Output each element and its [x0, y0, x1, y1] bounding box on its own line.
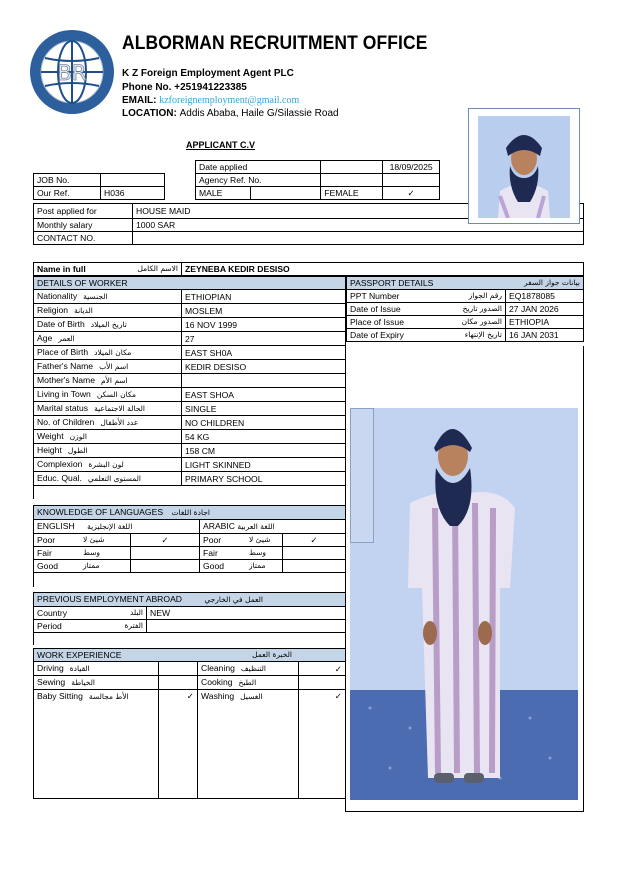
worker-label-ar: المستوى التعلمي [87, 474, 142, 483]
worker-row [34, 318, 346, 332]
work-experience-heading [34, 649, 346, 662]
previous-heading-label: PREVIOUS EMPLOYMENT ABROAD [37, 594, 183, 604]
worker-value: 16 NOV 1999 [182, 318, 346, 332]
worker-label: Weight [37, 431, 64, 441]
org-name: ALBORMAN RECRUITMENT OFFICE [122, 33, 428, 54]
worker-value: 158 CM [182, 444, 346, 458]
worker-row [34, 472, 346, 486]
worker-value: EAST SHOA [182, 388, 346, 402]
experience-left-check [159, 662, 198, 676]
experience-left-label: Baby Sitting [37, 691, 83, 701]
location-value: Addis Ababa, Haile G/Silassie Road [179, 108, 339, 119]
passport-label-cell [347, 290, 506, 303]
passport-label: Date of Issue [350, 304, 401, 314]
worker-row [34, 290, 346, 304]
language-level-row [34, 547, 346, 560]
worker-label: Age [37, 333, 53, 343]
experience-row [34, 690, 346, 799]
experience-left-cell [34, 662, 159, 676]
arabic-level-ar: ممتاز [246, 560, 283, 573]
worker-label: Nationality [37, 291, 78, 301]
experience-right-cell [198, 690, 299, 799]
languages-heading-ar: اجادة اللغات [171, 508, 210, 517]
female-label: FEMALE [321, 187, 383, 200]
english-label: ENGLISH [37, 521, 75, 531]
experience-left-check: ✓ [159, 690, 198, 799]
female-check: ✓ [383, 187, 440, 200]
passport-row [347, 329, 584, 342]
period-label: Period [37, 621, 62, 631]
arabic-level-check [283, 547, 346, 560]
name-label: Name in full [37, 264, 86, 274]
company-name: K Z Foreign Employment Agent PLC [122, 68, 294, 79]
english-level-label: Good [34, 560, 81, 573]
agency-ref-value [383, 174, 440, 187]
male-label: MALE [196, 187, 251, 200]
worker-label-ar: الحالة الاجتماعية [94, 404, 145, 413]
arabic-level-check: ✓ [283, 534, 346, 547]
period-value [147, 620, 346, 633]
experience-right-ar: التنظيف [240, 664, 266, 673]
worker-value: NO CHILDREN [182, 416, 346, 430]
passport-label-ar: رقم الجواز [468, 291, 502, 300]
worker-label: Date of Birth [37, 319, 85, 329]
worker-value: EAST SH0A [182, 346, 346, 360]
worker-row [34, 304, 346, 318]
worker-label-cell [34, 416, 182, 430]
worker-value: PRIMARY SCHOOL [182, 472, 346, 486]
portrait-image [478, 116, 570, 218]
full-length-photo [350, 408, 578, 800]
worker-label-ar: العمر [58, 334, 75, 343]
english-level-ar: وسط [80, 547, 131, 560]
experience-right-ar: الطبخ [238, 678, 257, 687]
name-label-ar: الاسم الكامل [137, 264, 178, 273]
job-no-label: JOB No. [34, 174, 101, 187]
globe-logo-icon [30, 30, 114, 114]
passport-label: Date of Expiry [350, 330, 404, 340]
worker-label-cell [34, 318, 182, 332]
arabic-level-ar: وسط [246, 547, 283, 560]
middle-border [345, 346, 346, 812]
passport-heading-ar: بيانات جواز السفر [523, 278, 580, 287]
passport-value: EQ1878085 [506, 290, 584, 303]
languages-table [33, 505, 346, 587]
full-length-image [350, 408, 578, 800]
language-level-row [34, 560, 346, 573]
english-level-check [131, 560, 200, 573]
country-value: NEW [147, 607, 346, 620]
passport-table [346, 276, 584, 342]
salary-value: 1000 SAR [133, 219, 584, 232]
previous-employment-table [33, 592, 346, 645]
worker-label: Father's Name [37, 361, 94, 371]
email-label: EMAIL: [122, 95, 157, 106]
worker-label-ar: عدد الأطفال [100, 418, 139, 427]
svg-text:BR: BR [57, 61, 87, 85]
passport-label: Place of Issue [350, 317, 404, 327]
worker-label-ar: مكان السكن [96, 390, 137, 399]
worker-label-cell [34, 444, 182, 458]
job-no-value [101, 174, 165, 187]
languages-heading [34, 506, 346, 520]
worker-label-cell [34, 472, 182, 486]
worker-label-cell [34, 458, 182, 472]
worker-label-ar: الديانة [74, 306, 93, 315]
language-level-row [34, 534, 346, 547]
worker-label-ar: لون البشرة [88, 460, 124, 469]
phone-line [122, 82, 247, 93]
arabic-label: ARABIC [203, 521, 235, 531]
experience-right-check: ✓ [299, 690, 346, 799]
english-label-ar: اللغة الإنجليزية [87, 522, 133, 531]
male-check [251, 187, 321, 200]
worker-value: MOSLEM [182, 304, 346, 318]
arabic-level-label: Good [200, 560, 247, 573]
worker-label: Educ. Qual. [37, 473, 82, 483]
worker-label-ar: الجنسية [83, 292, 108, 301]
country-label: Country [37, 608, 68, 618]
period-label-cell [34, 620, 147, 633]
email-line [122, 95, 299, 106]
location-label: LOCATION: [122, 108, 177, 119]
worker-value: SINGLE [182, 402, 346, 416]
previous-employment-heading [34, 593, 346, 607]
right-border [583, 346, 584, 812]
worker-value: LIGHT SKINNED [182, 458, 346, 472]
worker-label-cell [34, 388, 182, 402]
company-logo [30, 30, 114, 114]
worker-row [34, 416, 346, 430]
english-level-label: Poor [34, 534, 81, 547]
passport-heading [347, 277, 584, 290]
arabic-level-ar: شيئ لا [246, 534, 283, 547]
english-level-ar: شيئ لا [80, 534, 131, 547]
full-name-value: ZEYNEBA KEDIR DESISO [182, 263, 584, 276]
country-label-cell [34, 607, 147, 620]
passport-value: 16 JAN 2031 [506, 329, 584, 342]
country-label-ar: البلد [129, 608, 143, 617]
worker-value: ETHIOPIAN [182, 290, 346, 304]
passport-value: ETHIOPIA [506, 316, 584, 329]
passport-label: PPT Number [350, 291, 400, 301]
experience-row [34, 676, 346, 690]
experience-left-check [159, 676, 198, 690]
arabic-level-check [283, 560, 346, 573]
experience-right-label: Cooking [201, 677, 233, 687]
worker-row [34, 374, 346, 388]
worker-label-cell [34, 402, 182, 416]
worker-label-ar: الطول [67, 446, 88, 455]
passport-row [347, 316, 584, 329]
worker-details-heading: DETAILS OF WORKER [34, 277, 346, 290]
worker-label-cell [34, 374, 182, 388]
agency-ref-label: Agency Ref. No. [196, 174, 321, 187]
worker-label: Religion [37, 305, 69, 315]
date-applied-label: Date applied [196, 161, 321, 174]
bottom-border [345, 811, 584, 812]
worker-label-ar: تاريخ الميلاد [90, 320, 127, 329]
worker-row [34, 402, 346, 416]
experience-left-ar: الخياطة [71, 678, 95, 687]
worker-label-ar: اسم الأم [101, 376, 128, 385]
worker-value: KEDIR DESISO [182, 360, 346, 374]
post-value: HOUSE MAID [133, 204, 584, 219]
name-table [33, 262, 584, 276]
work-experience-table [33, 648, 346, 799]
arabic-label-ar: اللغة العربية [237, 522, 275, 531]
english-header [34, 520, 200, 534]
passport-label-ar: تاريخ الإنتهاء [464, 330, 502, 339]
experience-left-ar: القيادة [69, 664, 90, 673]
english-level-check: ✓ [131, 534, 200, 547]
worker-label-ar: اسم الأب [99, 362, 129, 371]
post-label: Post applied for [34, 204, 133, 219]
worker-value: 27 [182, 332, 346, 346]
date-applied-value: 18/09/2025 [383, 161, 440, 174]
location-line [122, 108, 339, 119]
experience-heading-label: WORK EXPERIENCE [37, 650, 122, 660]
worker-row [34, 430, 346, 444]
worker-value: 54 KG [182, 430, 346, 444]
phone-label: Phone No. [122, 82, 172, 93]
worker-row [34, 332, 346, 346]
worker-label: Marital status [37, 403, 89, 413]
worker-row [34, 444, 346, 458]
worker-label-ar: الوزن [69, 432, 87, 441]
experience-right-ar: الغسيل [240, 692, 263, 701]
arabic-header [200, 520, 346, 534]
worker-label: Complexion [37, 459, 83, 469]
worker-label-cell [34, 360, 182, 374]
passport-label-cell [347, 303, 506, 316]
salary-label: Monthly salary [34, 219, 133, 232]
experience-left-label: Sewing [37, 677, 66, 687]
experience-row [34, 662, 346, 676]
worker-label: No. of Children [37, 417, 95, 427]
experience-right-check: ✓ [299, 662, 346, 676]
worker-label-cell [34, 346, 182, 360]
passport-label-ar: الصدور تاريخ [462, 304, 502, 313]
our-ref-label: Our Ref. [34, 187, 101, 200]
experience-left-label: Driving [37, 663, 64, 673]
passport-heading-label: PASSPORT DETAILS [350, 278, 434, 288]
passport-label-cell [347, 329, 506, 342]
worker-label: Height [37, 445, 62, 455]
email-link[interactable]: kzforeignemployment@gmail.com [159, 95, 300, 106]
experience-right-cell [198, 676, 299, 690]
worker-label: Place of Birth [37, 347, 89, 357]
phone-value: +251941223385 [174, 82, 247, 93]
experience-left-cell [34, 676, 159, 690]
experience-right-label: Cleaning [201, 663, 235, 673]
worker-details-table [33, 276, 346, 499]
contact-value [133, 232, 584, 245]
experience-heading-ar: الخبرة العمل [252, 650, 292, 659]
passport-label-ar: الصدور مكان [461, 317, 502, 326]
experience-right-cell [198, 662, 299, 676]
worker-label-cell [34, 290, 182, 304]
worker-label: Living in Town [37, 389, 91, 399]
english-level-label: Fair [34, 547, 81, 560]
page-title: APPLICANT C.V [186, 140, 256, 150]
worker-label-ar: مكان الميلاد [94, 348, 132, 357]
contact-label: CONTACT NO. [34, 232, 133, 245]
passport-photo [468, 108, 580, 224]
worker-label-cell [34, 304, 182, 318]
english-level-check [131, 547, 200, 560]
worker-row [34, 388, 346, 402]
ref-table [33, 173, 165, 200]
worker-row [34, 346, 346, 360]
previous-heading-ar: العمل في الخارجي [204, 595, 264, 604]
photo-ghost-overlay [350, 408, 374, 543]
english-level-ar: ممتاز [80, 560, 131, 573]
arabic-level-label: Fair [200, 547, 247, 560]
worker-row [34, 360, 346, 374]
passport-row [347, 303, 584, 316]
worker-row [34, 458, 346, 472]
name-label-cell [34, 263, 182, 276]
period-label-ar: الفترة [124, 621, 143, 630]
experience-left-ar: الأط مجالسة [88, 692, 129, 701]
worker-label-cell [34, 430, 182, 444]
worker-value [182, 374, 346, 388]
passport-value: 27 JAN 2026 [506, 303, 584, 316]
passport-row [347, 290, 584, 303]
arabic-level-label: Poor [200, 534, 247, 547]
worker-label-cell [34, 332, 182, 346]
experience-right-check [299, 676, 346, 690]
our-ref-value: H036 [101, 187, 165, 200]
languages-heading-label: KNOWLEDGE OF LANGUAGES [37, 507, 164, 517]
passport-label-cell [347, 316, 506, 329]
experience-left-cell [34, 690, 159, 799]
experience-right-label: Washing [201, 691, 235, 701]
application-table [195, 160, 440, 200]
worker-label: Mother's Name [37, 375, 95, 385]
